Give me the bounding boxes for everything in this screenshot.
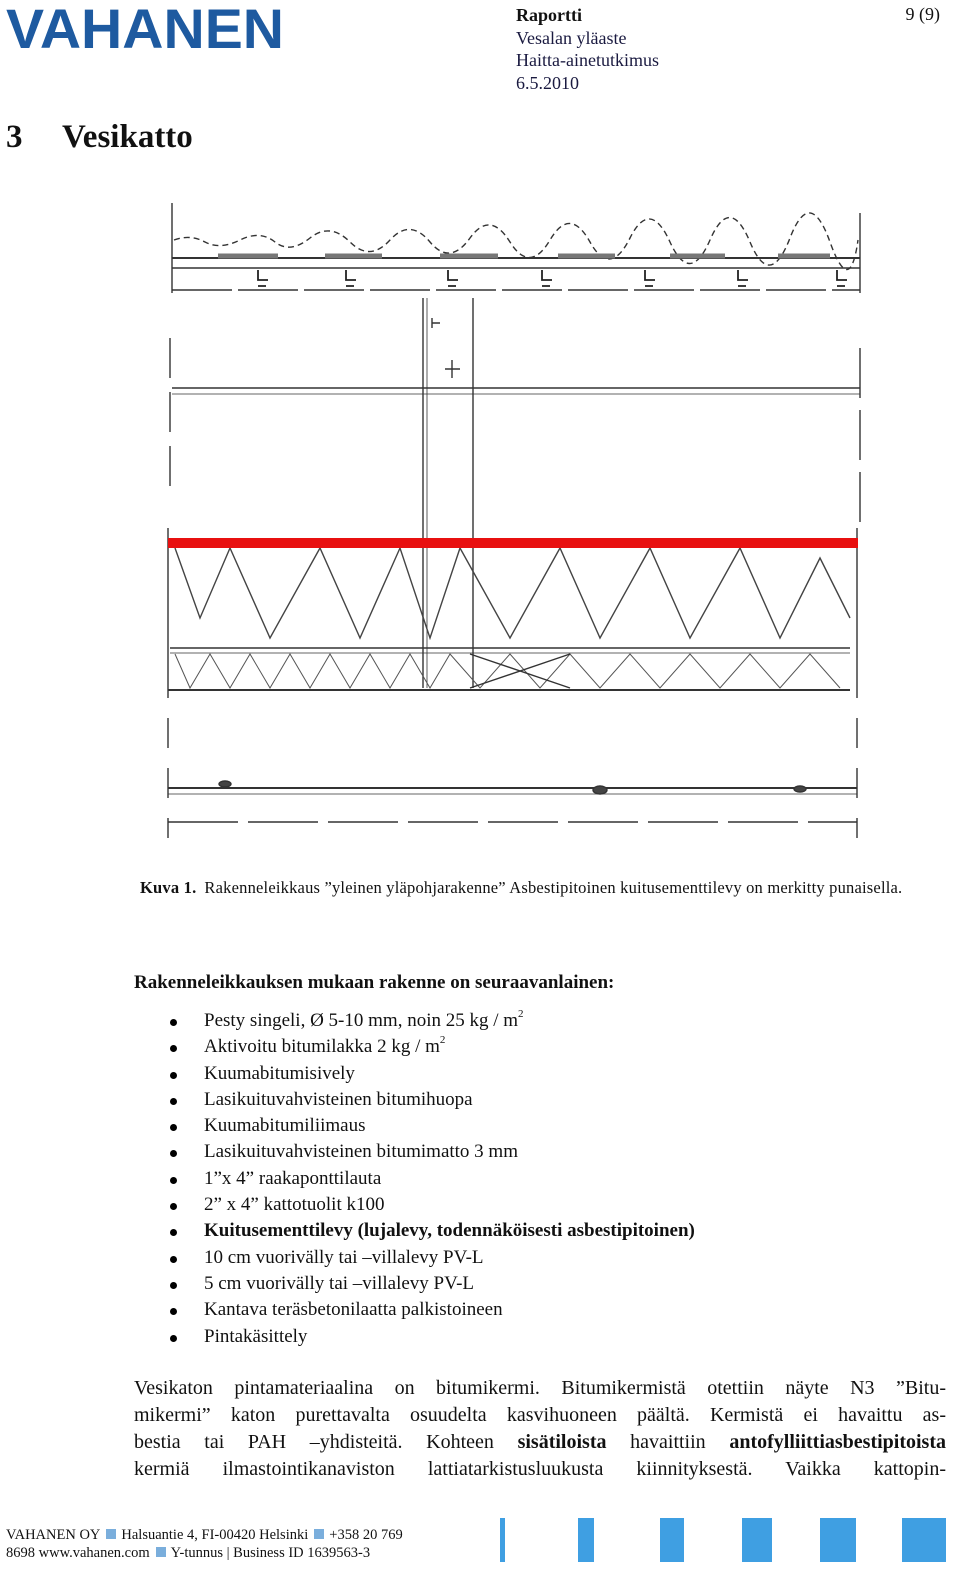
- section-heading: [6, 119, 193, 156]
- list-item: Lasikuituvahvisteinen bitumihuopa: [168, 1087, 695, 1113]
- section-number: 3: [6, 119, 23, 155]
- layer-list: [168, 1008, 695, 1350]
- section-title: Vesikatto: [62, 119, 193, 155]
- list-item: 1”x 4” raakaponttilauta: [168, 1166, 695, 1192]
- paragraph-line: Vesikaton pintamateriaalina on bitumikermi. Bitumikermistä otettiin näyte N3 ”Bitu-: [134, 1377, 946, 1399]
- paragraph-line: bestia tai PAH –yhdisteitä. Kohteen sisätiloista havaittiin antofylliittiasbestipitoista: [134, 1431, 946, 1453]
- structure-subheading: Rakenneleikkauksen mukaan rakenne on seuraavanlainen:: [134, 972, 615, 993]
- body-paragraph: [134, 1375, 946, 1483]
- footer-line-2: 8698 www.vahanen.com Y-tunnus | Business ID 1639563-3: [6, 1545, 371, 1561]
- list-item: 2” x 4” kattotuolit k100: [168, 1192, 695, 1218]
- report-type: Raportti: [516, 5, 582, 25]
- report-kind: Haitta-ainetutkimus: [516, 50, 659, 70]
- list-item: Lasikuituvahvisteinen bitumimatto 3 mm: [168, 1139, 695, 1165]
- figure-caption: [140, 876, 948, 899]
- paragraph-line: mikermi” katon purettavalta osuudelta kasvihuoneen päältä. Kermistä ei havaittu as-: [134, 1404, 946, 1426]
- bullet-square-icon: [314, 1529, 324, 1539]
- bullet-square-icon: [156, 1547, 166, 1557]
- report-header: [516, 4, 659, 94]
- caption-label: Kuva 1.: [140, 878, 197, 897]
- footer-stripes-decoration: [498, 1518, 960, 1562]
- vahanen-logo: [6, 0, 288, 58]
- page-number: 9 (9): [905, 4, 940, 24]
- list-item: 5 cm vuorivälly tai –villalevy PV-L: [168, 1271, 695, 1297]
- report-date: 6.5.2010: [516, 72, 579, 93]
- caption-text: Rakenneleikkaus ”yleinen yläpohjarakenne” Asbestipitoinen kuitusementtilevy on merkitty punaisella.: [204, 878, 903, 897]
- bullet-square-icon: [106, 1529, 116, 1539]
- page-footer: [6, 1526, 403, 1562]
- list-item: Kantava teräsbetonilaatta palkistoineen: [168, 1297, 695, 1323]
- list-item: Pesty singeli, Ø 5-10 mm, noin 25 kg / $m^2$: [168, 1008, 695, 1034]
- list-item: 10 cm vuorivälly tai –villalevy PV-L: [168, 1245, 695, 1271]
- fibre-cement-board-highlight: [168, 538, 858, 548]
- paragraph-line: kermiä ilmastointikanaviston lattiatarkistusluukusta kiinnityksestä. Vaikka kattopin-: [134, 1458, 946, 1480]
- list-item: Kuumabitumisively: [168, 1061, 695, 1087]
- logo-text: VAHANEN: [6, 0, 284, 58]
- list-item: Aktivoitu bitumilakka 2 kg / $m^2$: [168, 1034, 695, 1060]
- report-subject: Vesalan yläaste: [516, 27, 627, 48]
- list-item-highlighted: Kuitusementtilevy (lujalevy, todennäköisesti asbestipitoinen): [168, 1218, 695, 1244]
- list-item: Kuumabitumiliimaus: [168, 1113, 695, 1139]
- footer-line-1: VAHANEN OY Halsuantie 4, FI-00420 Helsinki +358 20 769: [6, 1527, 403, 1543]
- structure-section-drawing: [160, 198, 870, 848]
- list-item: Pintakäsittely: [168, 1324, 695, 1350]
